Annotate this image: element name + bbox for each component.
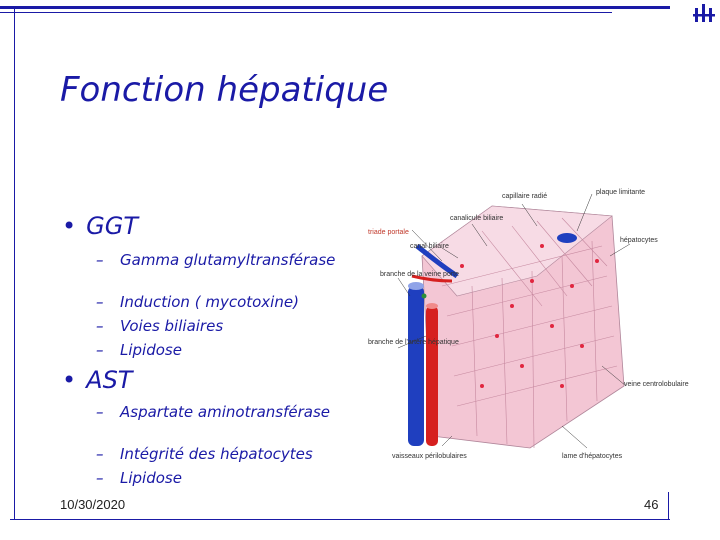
label-vaisseaux-periloburaires: vaisseaux périlobulaires <box>392 453 467 460</box>
footer-date: 10/30/2020 <box>60 497 126 512</box>
label-canalicule-biliaire: canalicule biliaire <box>450 215 504 222</box>
institution-logo-icon <box>692 2 716 24</box>
left-border <box>14 8 15 520</box>
sub-item: – Intégrité des hépatocytes <box>96 445 313 463</box>
hepatic-artery-branch <box>426 306 438 446</box>
portal-vein-opening <box>408 282 424 290</box>
sub-item: – Aspartate aminotransférase <box>96 403 331 421</box>
bullet-label: GGT <box>86 212 139 240</box>
bile-duct <box>422 294 427 299</box>
right-border <box>668 492 669 520</box>
label-capillaire-radie: capillaire radié <box>502 193 548 200</box>
label-lame-hepatocytes: lame d'hépatocytes <box>562 453 623 460</box>
sub-item: – Induction ( mycotoxine) <box>96 293 299 311</box>
bullet-ast: • AST <box>62 366 133 394</box>
liver-lobule-diagram <box>362 186 689 466</box>
top-border-thin <box>0 12 612 13</box>
sub-item: – Gamma glutamyltransférase <box>96 251 336 269</box>
sub-item: – Lipidose <box>96 469 182 487</box>
top-border <box>0 6 670 9</box>
page-number: 46 <box>644 497 659 512</box>
label-triade-portale: triade portale <box>368 229 409 236</box>
bottom-border <box>10 519 670 520</box>
artery-opening <box>426 303 438 309</box>
label-branche-veine-porte: branche de la veine porte <box>380 271 459 278</box>
label-hepatocytes: hépatocytes <box>620 237 658 244</box>
bullet-ggt: • GGT <box>62 212 139 240</box>
sub-item: – Voies biliaires <box>96 317 224 335</box>
label-branche-artere: branche de l'artère hépatique <box>368 339 459 346</box>
label-canal-biliaire: canal biliaire <box>410 243 449 250</box>
label-plaque-limitante: plaque limitante <box>596 189 646 196</box>
slide-title: Fonction hépatique <box>60 70 389 110</box>
sub-item: – Lipidose <box>96 341 182 359</box>
label-veine-centrolobulaire: veine centrolobulaire <box>624 381 689 388</box>
bullet-label: AST <box>86 366 133 394</box>
central-vein <box>557 233 577 243</box>
portal-vein-branch <box>408 286 424 446</box>
